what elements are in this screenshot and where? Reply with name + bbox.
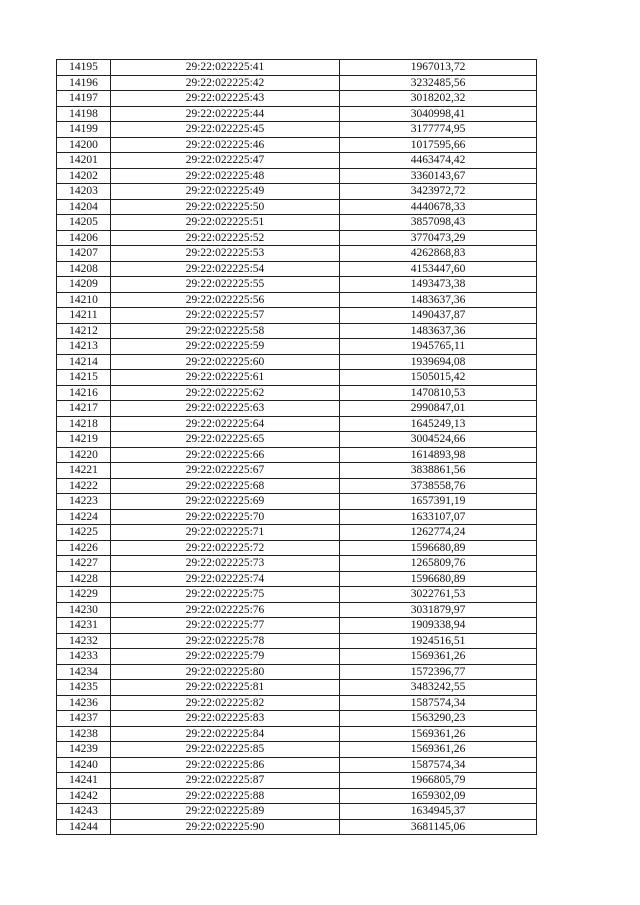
row-number-cell: 14197 <box>57 91 111 107</box>
row-number-cell: 14225 <box>57 525 111 541</box>
cadastral-number-cell: 29:22:022225:76 <box>111 602 340 618</box>
table-row <box>57 494 537 510</box>
row-number-cell: 14239 <box>57 742 111 758</box>
table-row <box>57 788 537 804</box>
table-body <box>57 60 537 835</box>
table-row <box>57 137 537 153</box>
table-row <box>57 401 537 417</box>
cadastral-value-cell: 1967013,72 <box>340 60 537 76</box>
table-row <box>57 819 537 835</box>
row-number-cell: 14199 <box>57 122 111 138</box>
cadastral-value-cell: 4463474,42 <box>340 153 537 169</box>
cadastral-value-cell: 3838861,56 <box>340 463 537 479</box>
table-row <box>57 323 537 339</box>
cadastral-number-cell: 29:22:022225:42 <box>111 75 340 91</box>
cadastral-value-cell: 1587574,34 <box>340 695 537 711</box>
cadastral-value-cell: 1657391,19 <box>340 494 537 510</box>
cadastral-number-cell: 29:22:022225:61 <box>111 370 340 386</box>
cadastral-number-cell: 29:22:022225:81 <box>111 680 340 696</box>
table-row <box>57 618 537 634</box>
cadastral-value-cell: 1587574,34 <box>340 757 537 773</box>
cadastral-number-cell: 29:22:022225:74 <box>111 571 340 587</box>
cadastral-number-cell: 29:22:022225:80 <box>111 664 340 680</box>
row-number-cell: 14206 <box>57 230 111 246</box>
row-number-cell: 14241 <box>57 773 111 789</box>
table-row <box>57 509 537 525</box>
table-row <box>57 153 537 169</box>
row-number-cell: 14244 <box>57 819 111 835</box>
row-number-cell: 14210 <box>57 292 111 308</box>
row-number-cell: 14202 <box>57 168 111 184</box>
row-number-cell: 14223 <box>57 494 111 510</box>
row-number-cell: 14228 <box>57 571 111 587</box>
table-row <box>57 184 537 200</box>
cadastral-number-cell: 29:22:022225:90 <box>111 819 340 835</box>
table-row <box>57 230 537 246</box>
cadastral-value-cell: 1563290,23 <box>340 711 537 727</box>
row-number-cell: 14227 <box>57 556 111 572</box>
row-number-cell: 14233 <box>57 649 111 665</box>
row-number-cell: 14222 <box>57 478 111 494</box>
cadastral-value-cell: 1909338,94 <box>340 618 537 634</box>
row-number-cell: 14221 <box>57 463 111 479</box>
table-row <box>57 525 537 541</box>
cadastral-number-cell: 29:22:022225:55 <box>111 277 340 293</box>
table-row <box>57 168 537 184</box>
row-number-cell: 14238 <box>57 726 111 742</box>
table-row <box>57 122 537 138</box>
cadastral-value-cell: 3004524,66 <box>340 432 537 448</box>
cadastral-number-cell: 29:22:022225:87 <box>111 773 340 789</box>
cadastral-value-cell: 3018202,32 <box>340 91 537 107</box>
table-row <box>57 339 537 355</box>
table-row <box>57 215 537 231</box>
table-row <box>57 742 537 758</box>
row-number-cell: 14196 <box>57 75 111 91</box>
cadastral-number-cell: 29:22:022225:69 <box>111 494 340 510</box>
table-row <box>57 292 537 308</box>
cadastral-number-cell: 29:22:022225:86 <box>111 757 340 773</box>
cadastral-number-cell: 29:22:022225:78 <box>111 633 340 649</box>
cadastral-value-cell: 3232485,56 <box>340 75 537 91</box>
cadastral-value-cell: 1483637,36 <box>340 323 537 339</box>
cadastral-value-cell: 3360143,67 <box>340 168 537 184</box>
table-row <box>57 757 537 773</box>
cadastral-value-cell: 3423972,72 <box>340 184 537 200</box>
cadastral-number-cell: 29:22:022225:63 <box>111 401 340 417</box>
table-row <box>57 60 537 76</box>
cadastral-value-cell: 3031879,97 <box>340 602 537 618</box>
cadastral-value-cell: 1017595,66 <box>340 137 537 153</box>
cadastral-number-cell: 29:22:022225:82 <box>111 695 340 711</box>
cadastral-number-cell: 29:22:022225:83 <box>111 711 340 727</box>
cadastral-number-cell: 29:22:022225:85 <box>111 742 340 758</box>
row-number-cell: 14203 <box>57 184 111 200</box>
cadastral-number-cell: 29:22:022225:54 <box>111 261 340 277</box>
cadastral-number-cell: 29:22:022225:56 <box>111 292 340 308</box>
row-number-cell: 14243 <box>57 804 111 820</box>
row-number-cell: 14215 <box>57 370 111 386</box>
table-row <box>57 695 537 711</box>
cadastral-value-cell: 2990847,01 <box>340 401 537 417</box>
row-number-cell: 14200 <box>57 137 111 153</box>
cadastral-number-cell: 29:22:022225:60 <box>111 354 340 370</box>
row-number-cell: 14218 <box>57 416 111 432</box>
row-number-cell: 14232 <box>57 633 111 649</box>
table-row <box>57 432 537 448</box>
cadastral-number-cell: 29:22:022225:59 <box>111 339 340 355</box>
table-row <box>57 261 537 277</box>
row-number-cell: 14211 <box>57 308 111 324</box>
cadastral-number-cell: 29:22:022225:71 <box>111 525 340 541</box>
cadastral-value-cell: 3177774,95 <box>340 122 537 138</box>
cadastral-value-cell: 1659302,09 <box>340 788 537 804</box>
cadastral-number-cell: 29:22:022225:88 <box>111 788 340 804</box>
row-number-cell: 14226 <box>57 540 111 556</box>
cadastral-number-cell: 29:22:022225:51 <box>111 215 340 231</box>
row-number-cell: 14209 <box>57 277 111 293</box>
row-number-cell: 14212 <box>57 323 111 339</box>
table-row <box>57 75 537 91</box>
row-number-cell: 14230 <box>57 602 111 618</box>
cadastral-number-cell: 29:22:022225:79 <box>111 649 340 665</box>
cadastral-value-cell: 3857098,43 <box>340 215 537 231</box>
table-row <box>57 416 537 432</box>
table-row <box>57 385 537 401</box>
row-number-cell: 14219 <box>57 432 111 448</box>
cadastral-number-cell: 29:22:022225:64 <box>111 416 340 432</box>
cadastral-value-cell: 1265809,76 <box>340 556 537 572</box>
table-row <box>57 246 537 262</box>
cadastral-value-cell: 1572396,77 <box>340 664 537 680</box>
cadastral-value-cell: 1596680,89 <box>340 540 537 556</box>
cadastral-value-cell: 1490437,87 <box>340 308 537 324</box>
cadastral-value-cell: 1634945,37 <box>340 804 537 820</box>
table-row <box>57 680 537 696</box>
row-number-cell: 14237 <box>57 711 111 727</box>
cadastral-value-cell: 1505015,42 <box>340 370 537 386</box>
cadastral-number-cell: 29:22:022225:46 <box>111 137 340 153</box>
cadastral-value-cell: 1483637,36 <box>340 292 537 308</box>
row-number-cell: 14195 <box>57 60 111 76</box>
cadastral-number-cell: 29:22:022225:72 <box>111 540 340 556</box>
row-number-cell: 14229 <box>57 587 111 603</box>
row-number-cell: 14220 <box>57 447 111 463</box>
cadastral-number-cell: 29:22:022225:73 <box>111 556 340 572</box>
table-row <box>57 91 537 107</box>
table-row <box>57 106 537 122</box>
cadastral-number-cell: 29:22:022225:77 <box>111 618 340 634</box>
row-number-cell: 14235 <box>57 680 111 696</box>
cadastral-number-cell: 29:22:022225:84 <box>111 726 340 742</box>
cadastral-value-cell: 1633107,07 <box>340 509 537 525</box>
table-row <box>57 478 537 494</box>
cadastral-number-cell: 29:22:022225:65 <box>111 432 340 448</box>
row-number-cell: 14242 <box>57 788 111 804</box>
cadastral-number-cell: 29:22:022225:52 <box>111 230 340 246</box>
row-number-cell: 14216 <box>57 385 111 401</box>
row-number-cell: 14231 <box>57 618 111 634</box>
cadastral-number-cell: 29:22:022225:75 <box>111 587 340 603</box>
row-number-cell: 14198 <box>57 106 111 122</box>
row-number-cell: 14205 <box>57 215 111 231</box>
row-number-cell: 14214 <box>57 354 111 370</box>
cadastral-number-cell: 29:22:022225:58 <box>111 323 340 339</box>
table-row <box>57 277 537 293</box>
cadastral-value-cell: 1924516,51 <box>340 633 537 649</box>
cadastral-value-cell: 1262774,24 <box>340 525 537 541</box>
table-row <box>57 711 537 727</box>
table-row <box>57 633 537 649</box>
table-row <box>57 556 537 572</box>
cadastral-value-cell: 1614893,98 <box>340 447 537 463</box>
cadastral-number-cell: 29:22:022225:70 <box>111 509 340 525</box>
cadastral-number-cell: 29:22:022225:50 <box>111 199 340 215</box>
table-row <box>57 664 537 680</box>
cadastral-number-cell: 29:22:022225:44 <box>111 106 340 122</box>
cadastral-value-cell: 4153447,60 <box>340 261 537 277</box>
row-number-cell: 14234 <box>57 664 111 680</box>
cadastral-value-cell: 1945765,11 <box>340 339 537 355</box>
table-row <box>57 540 537 556</box>
table-row <box>57 602 537 618</box>
table-row <box>57 773 537 789</box>
cadastral-value-cell: 4440678,33 <box>340 199 537 215</box>
table-row <box>57 354 537 370</box>
table-row <box>57 370 537 386</box>
cadastral-value-table <box>56 59 537 835</box>
cadastral-value-cell: 1966805,79 <box>340 773 537 789</box>
cadastral-value-cell: 3681145,06 <box>340 819 537 835</box>
table-row <box>57 571 537 587</box>
cadastral-number-cell: 29:22:022225:67 <box>111 463 340 479</box>
cadastral-value-cell: 3483242,55 <box>340 680 537 696</box>
table-row <box>57 726 537 742</box>
cadastral-number-cell: 29:22:022225:53 <box>111 246 340 262</box>
cadastral-value-cell: 3040998,41 <box>340 106 537 122</box>
table-row <box>57 587 537 603</box>
cadastral-number-cell: 29:22:022225:43 <box>111 91 340 107</box>
table-row <box>57 308 537 324</box>
cadastral-number-cell: 29:22:022225:45 <box>111 122 340 138</box>
cadastral-value-cell: 1569361,26 <box>340 649 537 665</box>
cadastral-value-cell: 1596680,89 <box>340 571 537 587</box>
cadastral-value-cell: 1470810,53 <box>340 385 537 401</box>
row-number-cell: 14224 <box>57 509 111 525</box>
cadastral-value-cell: 1569361,26 <box>340 742 537 758</box>
table-row <box>57 463 537 479</box>
cadastral-number-cell: 29:22:022225:41 <box>111 60 340 76</box>
cadastral-value-cell: 4262868,83 <box>340 246 537 262</box>
row-number-cell: 14201 <box>57 153 111 169</box>
table-row <box>57 447 537 463</box>
cadastral-value-cell: 3770473,29 <box>340 230 537 246</box>
cadastral-value-cell: 1939694,08 <box>340 354 537 370</box>
table-row <box>57 649 537 665</box>
table-row <box>57 199 537 215</box>
cadastral-value-cell: 1493473,38 <box>340 277 537 293</box>
row-number-cell: 14204 <box>57 199 111 215</box>
cadastral-number-cell: 29:22:022225:66 <box>111 447 340 463</box>
cadastral-number-cell: 29:22:022225:57 <box>111 308 340 324</box>
row-number-cell: 14217 <box>57 401 111 417</box>
row-number-cell: 14213 <box>57 339 111 355</box>
cadastral-number-cell: 29:22:022225:48 <box>111 168 340 184</box>
cadastral-value-cell: 3738558,76 <box>340 478 537 494</box>
row-number-cell: 14236 <box>57 695 111 711</box>
row-number-cell: 14208 <box>57 261 111 277</box>
cadastral-number-cell: 29:22:022225:68 <box>111 478 340 494</box>
table-row <box>57 804 537 820</box>
cadastral-value-cell: 3022761,53 <box>340 587 537 603</box>
cadastral-value-cell: 1645249,13 <box>340 416 537 432</box>
cadastral-number-cell: 29:22:022225:49 <box>111 184 340 200</box>
cadastral-number-cell: 29:22:022225:62 <box>111 385 340 401</box>
cadastral-value-cell: 1569361,26 <box>340 726 537 742</box>
cadastral-number-cell: 29:22:022225:47 <box>111 153 340 169</box>
cadastral-number-cell: 29:22:022225:89 <box>111 804 340 820</box>
row-number-cell: 14207 <box>57 246 111 262</box>
row-number-cell: 14240 <box>57 757 111 773</box>
